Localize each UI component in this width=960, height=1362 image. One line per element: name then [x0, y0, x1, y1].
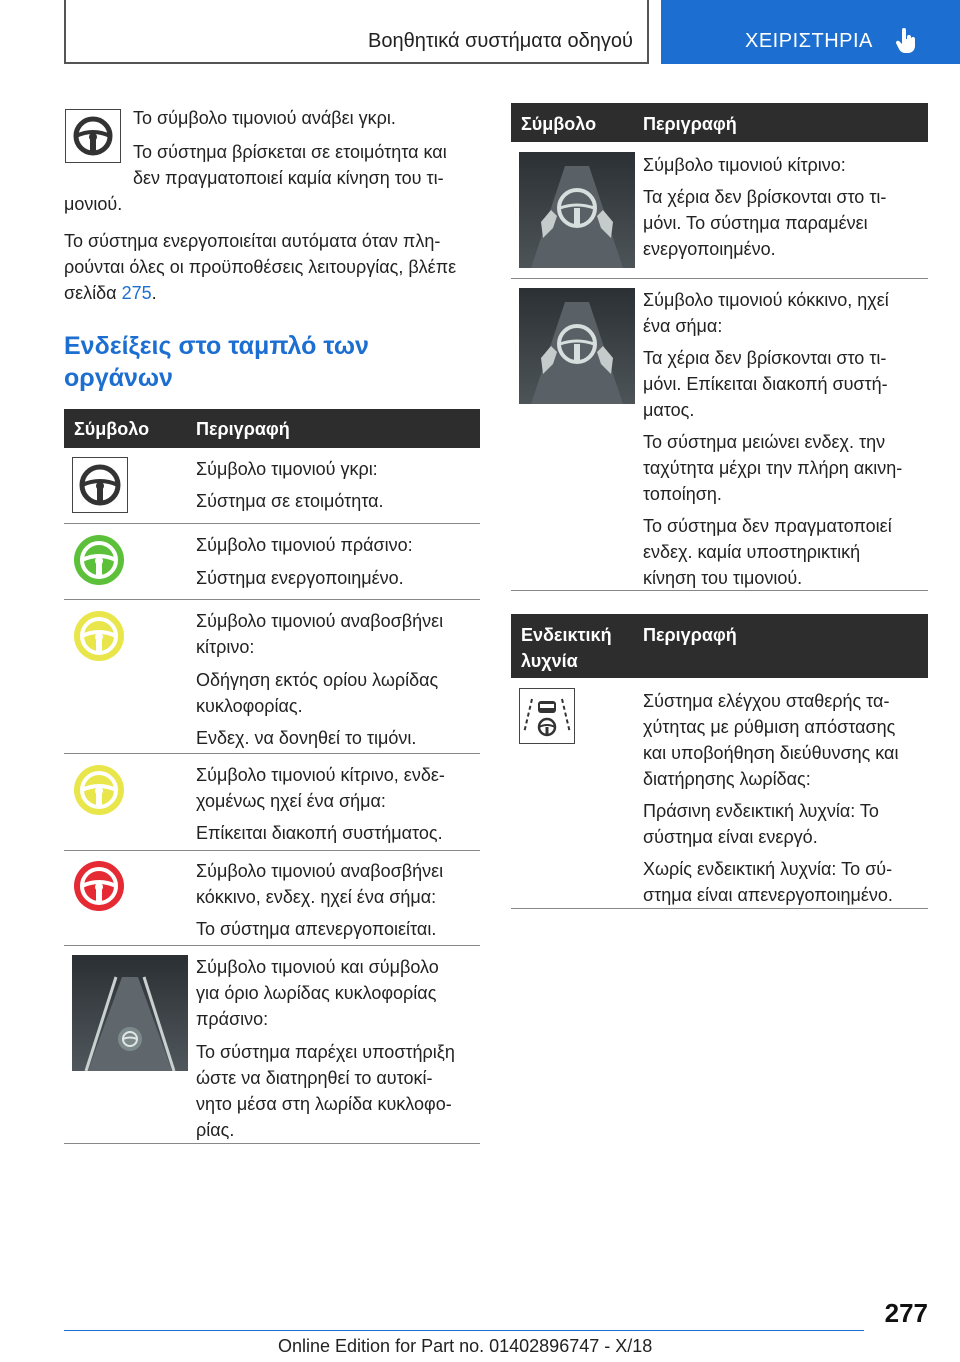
header-section-tab: [64, 0, 649, 64]
steering-wheel-red-icon: [72, 859, 126, 913]
right-table-col-description: Περιγραφή: [643, 114, 737, 134]
indicator-row-line-2: χύτητας με ρύθμιση απόστασης: [643, 717, 896, 737]
table-row-divider: [64, 523, 480, 524]
left-row-6-line-5: ώστε να διατηρηθεί το αυτοκί-: [196, 1068, 433, 1088]
section-title-line-1: Ενδείξεις στο ταμπλό των: [64, 332, 369, 360]
left-row-2-line-2: Σύστημα ενεργοποιημένο.: [196, 568, 404, 588]
left-row-4-line-1: Σύμβολο τιμονιού κίτρινο, ενδε-: [196, 765, 445, 785]
section-title-line-2: οργάνων: [64, 364, 173, 392]
intro-line-2b: δεν πραγματοποιεί καμία κίνηση του τι-: [133, 168, 444, 188]
left-table-header: [64, 409, 480, 448]
steering-wheel-yellow-flashing-icon: [72, 609, 126, 663]
indicator-col-description: Περιγραφή: [643, 625, 737, 645]
left-row-6-line-1: Σύμβολο τιμονιού και σύμβολο: [196, 957, 439, 977]
indicator-col-lamp-line-1: Ενδεικτική: [521, 625, 612, 645]
right-row-2-line-4: μόνι. Επίκειται διακοπή συστή-: [643, 374, 888, 394]
table-row-divider: [511, 590, 928, 591]
left-table-col-description: Περιγραφή: [196, 419, 290, 439]
table-row-divider: [64, 753, 480, 754]
left-row-6-line-3: πράσινο:: [196, 1009, 269, 1029]
indicator-row-line-4: διατήρησης λωρίδας:: [643, 769, 811, 789]
intro-line-2a: Το σύστημα βρίσκεται σε ετοιμότητα και: [133, 142, 447, 162]
indicator-row-line-8: στημα είναι απενεργοποιημένο.: [643, 885, 893, 905]
right-row-2-line-11: κίνηση του τιμονιού.: [643, 568, 803, 588]
indicator-col-lamp-line-2: λυχνία: [521, 651, 578, 671]
left-row-6-line-2: για όριο λωρίδας κυκλοφορίας: [196, 983, 437, 1003]
intro-line-3c: σελίδα 275.: [64, 283, 157, 303]
hands-off-wheel-yellow-display-icon: [519, 152, 635, 268]
right-row-2-line-5: ματος.: [643, 400, 695, 420]
right-row-2-line-6: Το σύστημα μειώνει ενδεχ. την: [643, 432, 886, 452]
left-row-3-line-1: Σύμβολο τιμονιού αναβοσβήνει: [196, 611, 444, 631]
left-row-1-line-1: Σύμβολο τιμονιού γκρι:: [196, 459, 378, 479]
steering-wheel-grey-icon: [65, 109, 121, 163]
right-row-1-line-2: Τα χέρια δεν βρίσκονται στο τι-: [643, 187, 887, 207]
table-row-divider: [64, 850, 480, 851]
left-row-1-line-2: Σύστημα σε ετοιμότητα.: [196, 491, 384, 511]
page-number: 277: [884, 1298, 928, 1328]
table-row-divider: [64, 599, 480, 600]
page-reference-link[interactable]: 275: [121, 283, 152, 303]
right-row-2-line-2: ένα σήμα:: [643, 316, 723, 336]
steering-wheel-yellow-icon: [72, 763, 126, 817]
left-row-6-line-4: Το σύστημα παρέχει υποστήριξη: [196, 1042, 455, 1062]
left-table-col-symbol: Σύμβολο: [74, 419, 150, 439]
left-row-3-line-3: Οδήγηση εκτός ορίου λωρίδας: [196, 670, 439, 690]
intro-line-2c: μονιού.: [64, 194, 123, 214]
left-row-3-line-4: κυκλοφορίας.: [196, 696, 303, 716]
right-row-1-line-4: ενεργοποιημένο.: [643, 239, 776, 259]
table-row-divider: [511, 908, 928, 909]
pointing-hand-icon: [895, 28, 917, 54]
lane-steering-display-icon: [72, 955, 188, 1071]
left-row-3-line-5: Ενδεχ. να δονηθεί το τιμόνι.: [196, 728, 417, 748]
right-row-1-line-1: Σύμβολο τιμονιού κίτρινο:: [643, 155, 846, 175]
left-row-4-line-2: χομένως ηχεί ένα σήμα:: [196, 791, 386, 811]
cruise-lane-assist-icon: [519, 688, 575, 744]
indicator-table-header: [511, 614, 928, 678]
right-row-2-line-8: τοποίηση.: [643, 484, 722, 504]
right-row-2-line-1: Σύμβολο τιμονιού κόκκινο, ηχεί: [643, 290, 889, 310]
left-row-5-line-1: Σύμβολο τιμονιού αναβοσβήνει: [196, 861, 444, 881]
header-chapter-title: ΧΕΙΡΙΣΤΗΡΙΑ: [745, 30, 873, 52]
steering-wheel-green-icon: [72, 533, 126, 587]
right-row-2-line-7: ταχύτητα μέχρι την πλήρη ακινη-: [643, 458, 903, 478]
intro-line-3a: Το σύστημα ενεργοποιείται αυτόματα όταν πλη-: [64, 231, 441, 251]
left-row-3-line-2: κίτρινο:: [196, 637, 255, 657]
hands-off-wheel-red-display-icon: [519, 288, 635, 404]
header-section-title: Βοηθητικά συστήματα οδηγού: [368, 30, 633, 52]
table-row-divider: [64, 945, 480, 946]
right-row-1-line-3: μόνι. Το σύστημα παραμένει: [643, 213, 868, 233]
left-row-5-line-2: κόκκινο, ενδεχ. ηχεί ένα σήμα:: [196, 887, 437, 907]
left-row-6-line-7: ρίας.: [196, 1120, 235, 1140]
table-row-divider: [511, 278, 928, 279]
table-row-divider: [64, 1143, 480, 1144]
header-chapter-tab[interactable]: [661, 0, 960, 64]
right-row-2-line-3: Τα χέρια δεν βρίσκονται στο τι-: [643, 348, 887, 368]
intro-line-1: Το σύμβολο τιμονιού ανάβει γκρι.: [133, 108, 396, 128]
right-table-header: [511, 103, 928, 142]
footer-divider: [64, 1330, 864, 1331]
intro-line-3b: ρούνται όλες οι προϋποθέσεις λειτουργίας, βλέπε: [64, 257, 457, 277]
left-row-2-line-1: Σύμβολο τιμονιού πράσινο:: [196, 535, 413, 555]
indicator-row-line-6: σύστημα είναι ενεργό.: [643, 827, 818, 847]
indicator-row-line-1: Σύστημα ελέγχου σταθερής τα-: [643, 691, 890, 711]
right-table-col-symbol: Σύμβολο: [521, 114, 597, 134]
left-row-4-line-3: Επίκειται διακοπή συστήματος.: [196, 823, 443, 843]
right-row-2-line-9: Το σύστημα δεν πραγματοποιεί: [643, 516, 892, 536]
right-row-2-line-10: ενδεχ. καμία υποστηρικτική: [643, 542, 861, 562]
steering-wheel-grey-icon: [72, 457, 128, 513]
indicator-row-line-7: Χωρίς ενδεικτική λυχνία: Το σύ-: [643, 859, 893, 879]
indicator-row-line-3: και υποβοήθηση διεύθυνσης και: [643, 743, 899, 763]
indicator-row-line-5: Πράσινη ενδεικτική λυχνία: Το: [643, 801, 879, 821]
left-row-6-line-6: νητο μέσα στη λωρίδα κυκλοφο-: [196, 1094, 452, 1114]
edition-footer: Online Edition for Part no. 01402896747 - X/18: [278, 1336, 653, 1356]
left-row-5-line-3: Το σύστημα απενεργοποιείται.: [196, 919, 437, 939]
